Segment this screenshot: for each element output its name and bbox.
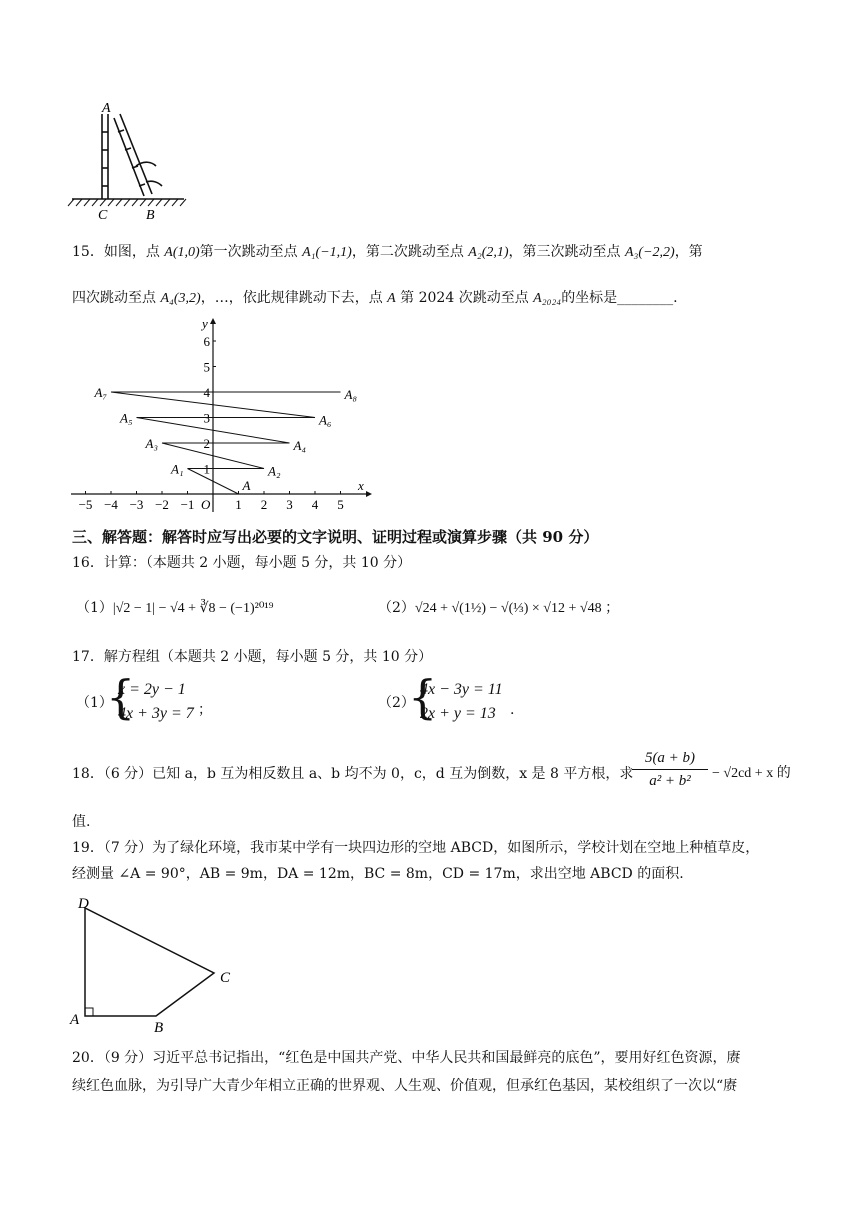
q15-text: 第一次跳动至点: [199, 244, 298, 260]
q15-point-a2: A₂(2,1): [468, 245, 509, 260]
q15-text: ，…，依此规律跳动下去，点: [200, 290, 383, 306]
x-tick-label: 2: [260, 497, 268, 512]
q17-title: 17．解方程组（本题共 2 小题，每小题 5 分，共 10 分）: [72, 649, 433, 665]
q15-line2: [72, 288, 678, 309]
q15-text: 第 2024 次跳动至点: [400, 290, 529, 306]
q15-text: ，第二次跳动至点: [351, 244, 464, 260]
point-label-5: A₅: [120, 410, 133, 426]
q18-fraction-denominator: a² + b²: [649, 773, 691, 789]
q17-part2-equation1: 4x − 3y = 11: [420, 681, 503, 698]
ladder-label-b: B: [146, 208, 155, 222]
q16-part1: [76, 598, 274, 619]
section-3-heading: 三、解答题：解答时应写出必要的文字说明、证明过程或演算步骤（共 90 分）: [72, 528, 599, 546]
q16-part2-expression: √24 + √(1½) − √(⅓) × √12 + √48 ；: [414, 601, 620, 616]
y-axis-arrow-icon: [210, 318, 216, 324]
q17-part2-label: （2）: [378, 695, 415, 711]
x-tick-label: 3: [286, 497, 293, 512]
quad-label-b: B: [154, 1020, 164, 1034]
y-tick-label: 1: [203, 461, 210, 477]
fraction-bar: [632, 769, 708, 770]
q18-text: 18．（6 分）已知 a，b 互为相反数且 a、b 均不为 0，c，d 互为倒数，x 是 8 平方根，求: [72, 766, 634, 782]
q18-line2: 值.: [72, 814, 91, 830]
q15-point-label: A: [387, 291, 396, 306]
x-tick-label: −3: [129, 497, 144, 512]
left-brace-icon: {: [408, 670, 438, 724]
q15-point-a3: A₃(−2,2): [624, 245, 675, 260]
q17-part2-end: .: [510, 702, 515, 718]
q18-fraction: [632, 748, 708, 791]
quad-label-a: A: [70, 1012, 80, 1028]
q19-line1: 19．（7 分）为了绿化环境，我市某中学有一块四边形的空地 ABCD，如图所示，学校计划在空地上种植草皮，: [72, 840, 760, 856]
q18-after-fraction: − √2cd + x 的: [712, 766, 791, 781]
x-tick-label: −1: [180, 497, 195, 512]
point-label-0: A: [242, 478, 251, 493]
q15-point-a1: A₁(−1,1): [302, 245, 352, 260]
q20-line1: 20．（9 分）习近平总书记指出，“红色是中国共产党、中华人民共和国最鲜亮的底色”，要用好红色资源，赓: [72, 1050, 741, 1066]
x-axis-label: x: [358, 478, 364, 493]
point-label-3: A₃: [145, 436, 158, 451]
coordinate-figure: [66, 316, 376, 516]
ladder-label-a: A: [102, 101, 111, 116]
x-tick-label: −2: [155, 497, 169, 512]
q15-point-a4: A₄(3,2): [160, 291, 201, 306]
left-brace-icon: {: [106, 670, 136, 724]
quad-label-c: C: [220, 970, 231, 986]
y-tick-label: 6: [203, 334, 210, 349]
ladder-figure: [66, 100, 196, 222]
x-tick-label: 1: [235, 497, 242, 512]
q15-point-a2024: A₂₀₂₄: [533, 291, 562, 306]
q15-number: 15．: [72, 244, 104, 260]
y-tick-label: 5: [203, 359, 210, 375]
q16-title: 16．计算：（本题共 2 小题，每小题 5 分，共 10 分）: [72, 555, 412, 571]
q15-text: 如图，点: [103, 244, 160, 260]
x-tick-label: 4: [311, 497, 319, 512]
q15-point-a: A(1,0): [164, 245, 200, 260]
q16-part1-label: （1）: [76, 600, 113, 616]
q15-text: 四次跳动至点: [72, 290, 156, 306]
q17-part1-label: （1）: [76, 695, 113, 711]
x-tick-label: −5: [78, 497, 93, 512]
q17-part1-end: ；: [198, 702, 212, 718]
quad-label-d: D: [78, 896, 89, 912]
q17-part1-equation1: x = 2y − 1: [118, 681, 186, 698]
point-label-4: A₄: [293, 438, 306, 453]
q18-fraction-numerator: 5(a + b): [644, 750, 696, 766]
q16-part2: [378, 598, 619, 619]
y-tick-label: 4: [203, 385, 210, 400]
q16-part1-expression: |√2 − 1| − √4 + ∛8 − (−1)²⁰¹⁹: [112, 601, 274, 616]
origin-label: O: [201, 497, 211, 512]
point-label-7: A₇: [94, 385, 107, 400]
y-tick-label: 2: [203, 436, 210, 451]
point-label-1: A₁: [171, 461, 184, 477]
q17-part2-equation2: 2x + y = 13: [420, 705, 496, 722]
q15-text: 的坐标是________.: [561, 290, 678, 306]
x-tick-label: −4: [104, 497, 118, 512]
q19-line2: 经测量 ∠A = 90°，AB = 9m，DA = 12m，BC = 8m，CD = 17m，求出空地 ABCD 的面积.: [72, 866, 684, 882]
point-label-6: A₆: [319, 412, 332, 428]
point-label-2: A₂: [268, 463, 281, 479]
q15-text: ，第: [674, 244, 703, 260]
q15-line1: [72, 242, 703, 263]
quadrilateral-figure: [66, 892, 246, 1034]
q17-part1-equation2: 4x + 3y = 7: [118, 705, 194, 722]
x-tick-label: 5: [337, 497, 344, 512]
y-tick-label: 3: [203, 410, 210, 426]
q15-text: ，第三次跳动至点: [508, 244, 621, 260]
point-label-8: A₈: [344, 387, 357, 402]
q16-part2-label: （2）: [378, 600, 415, 616]
ladder-label-c: C: [98, 208, 108, 222]
q20-line2: 续红色血脉，为引导广大青少年相立正确的世界观、人生观、价值观，但承红色基因，某校组织了一次以“赓: [72, 1078, 738, 1094]
y-axis-label: y: [202, 316, 208, 331]
x-axis-arrow-icon: [366, 491, 372, 497]
